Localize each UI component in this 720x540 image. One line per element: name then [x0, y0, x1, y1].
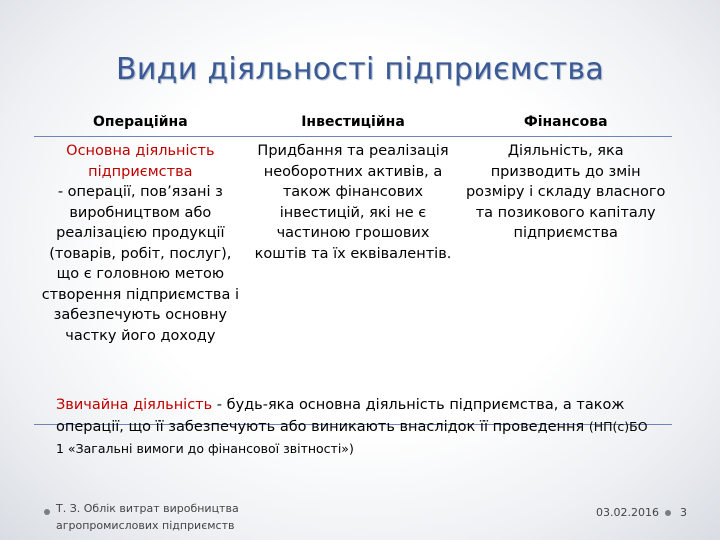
- note-text: - будь-яка основна діяльність підприємства, а також операції, що її забезпечують або виникають внаслідок її проведення: [56, 397, 625, 435]
- definition-note: [56, 395, 656, 460]
- cell-financial: Діяльність, яка призводить до змін розміру і складу власного та позикового капіталу підприємства: [465, 143, 666, 241]
- footer-author: [56, 500, 239, 534]
- operational-term: Основна діяльність підприємства: [66, 143, 215, 180]
- activity-table: [34, 108, 672, 425]
- footer-date-page: [596, 506, 687, 519]
- operational-definition: - операції, пов’язані з виробництвом або реалізацією продукції (товарів, робіт, послуг), що є головною метою створення підприємства і забезпечують основну частку його доходу: [41, 184, 239, 344]
- footer-bullet-left: [44, 509, 50, 515]
- footer-author-line1: Т. З. Облік витрат виробництва: [56, 502, 239, 515]
- header-operational: Операційна: [93, 114, 188, 130]
- note-source: (НП(с)БО 1 «Загальні вимоги до фінансової звітності»): [56, 419, 648, 456]
- footer-author-line2: агропромислових підприємств: [56, 519, 235, 532]
- header-financial: Фінансова: [523, 114, 608, 130]
- header-investment: Інвестиційна: [301, 114, 405, 130]
- note-term: Звичайна діяльність: [56, 397, 213, 413]
- table-header: [34, 108, 672, 136]
- page-number: 3: [679, 506, 687, 519]
- footer-date: 03.02.2016: [596, 506, 659, 519]
- cell-operational: [34, 137, 247, 425]
- slide-title: Види діяльності підприємства: [115, 52, 605, 87]
- table-body: [34, 137, 672, 425]
- cell-investment: Придбання та реалізація необоротних активів, а також фінансових інвестицій, які не є частиною грошових коштів та їх еквівалентів.: [254, 143, 452, 262]
- footer-bullet-right: [665, 510, 671, 516]
